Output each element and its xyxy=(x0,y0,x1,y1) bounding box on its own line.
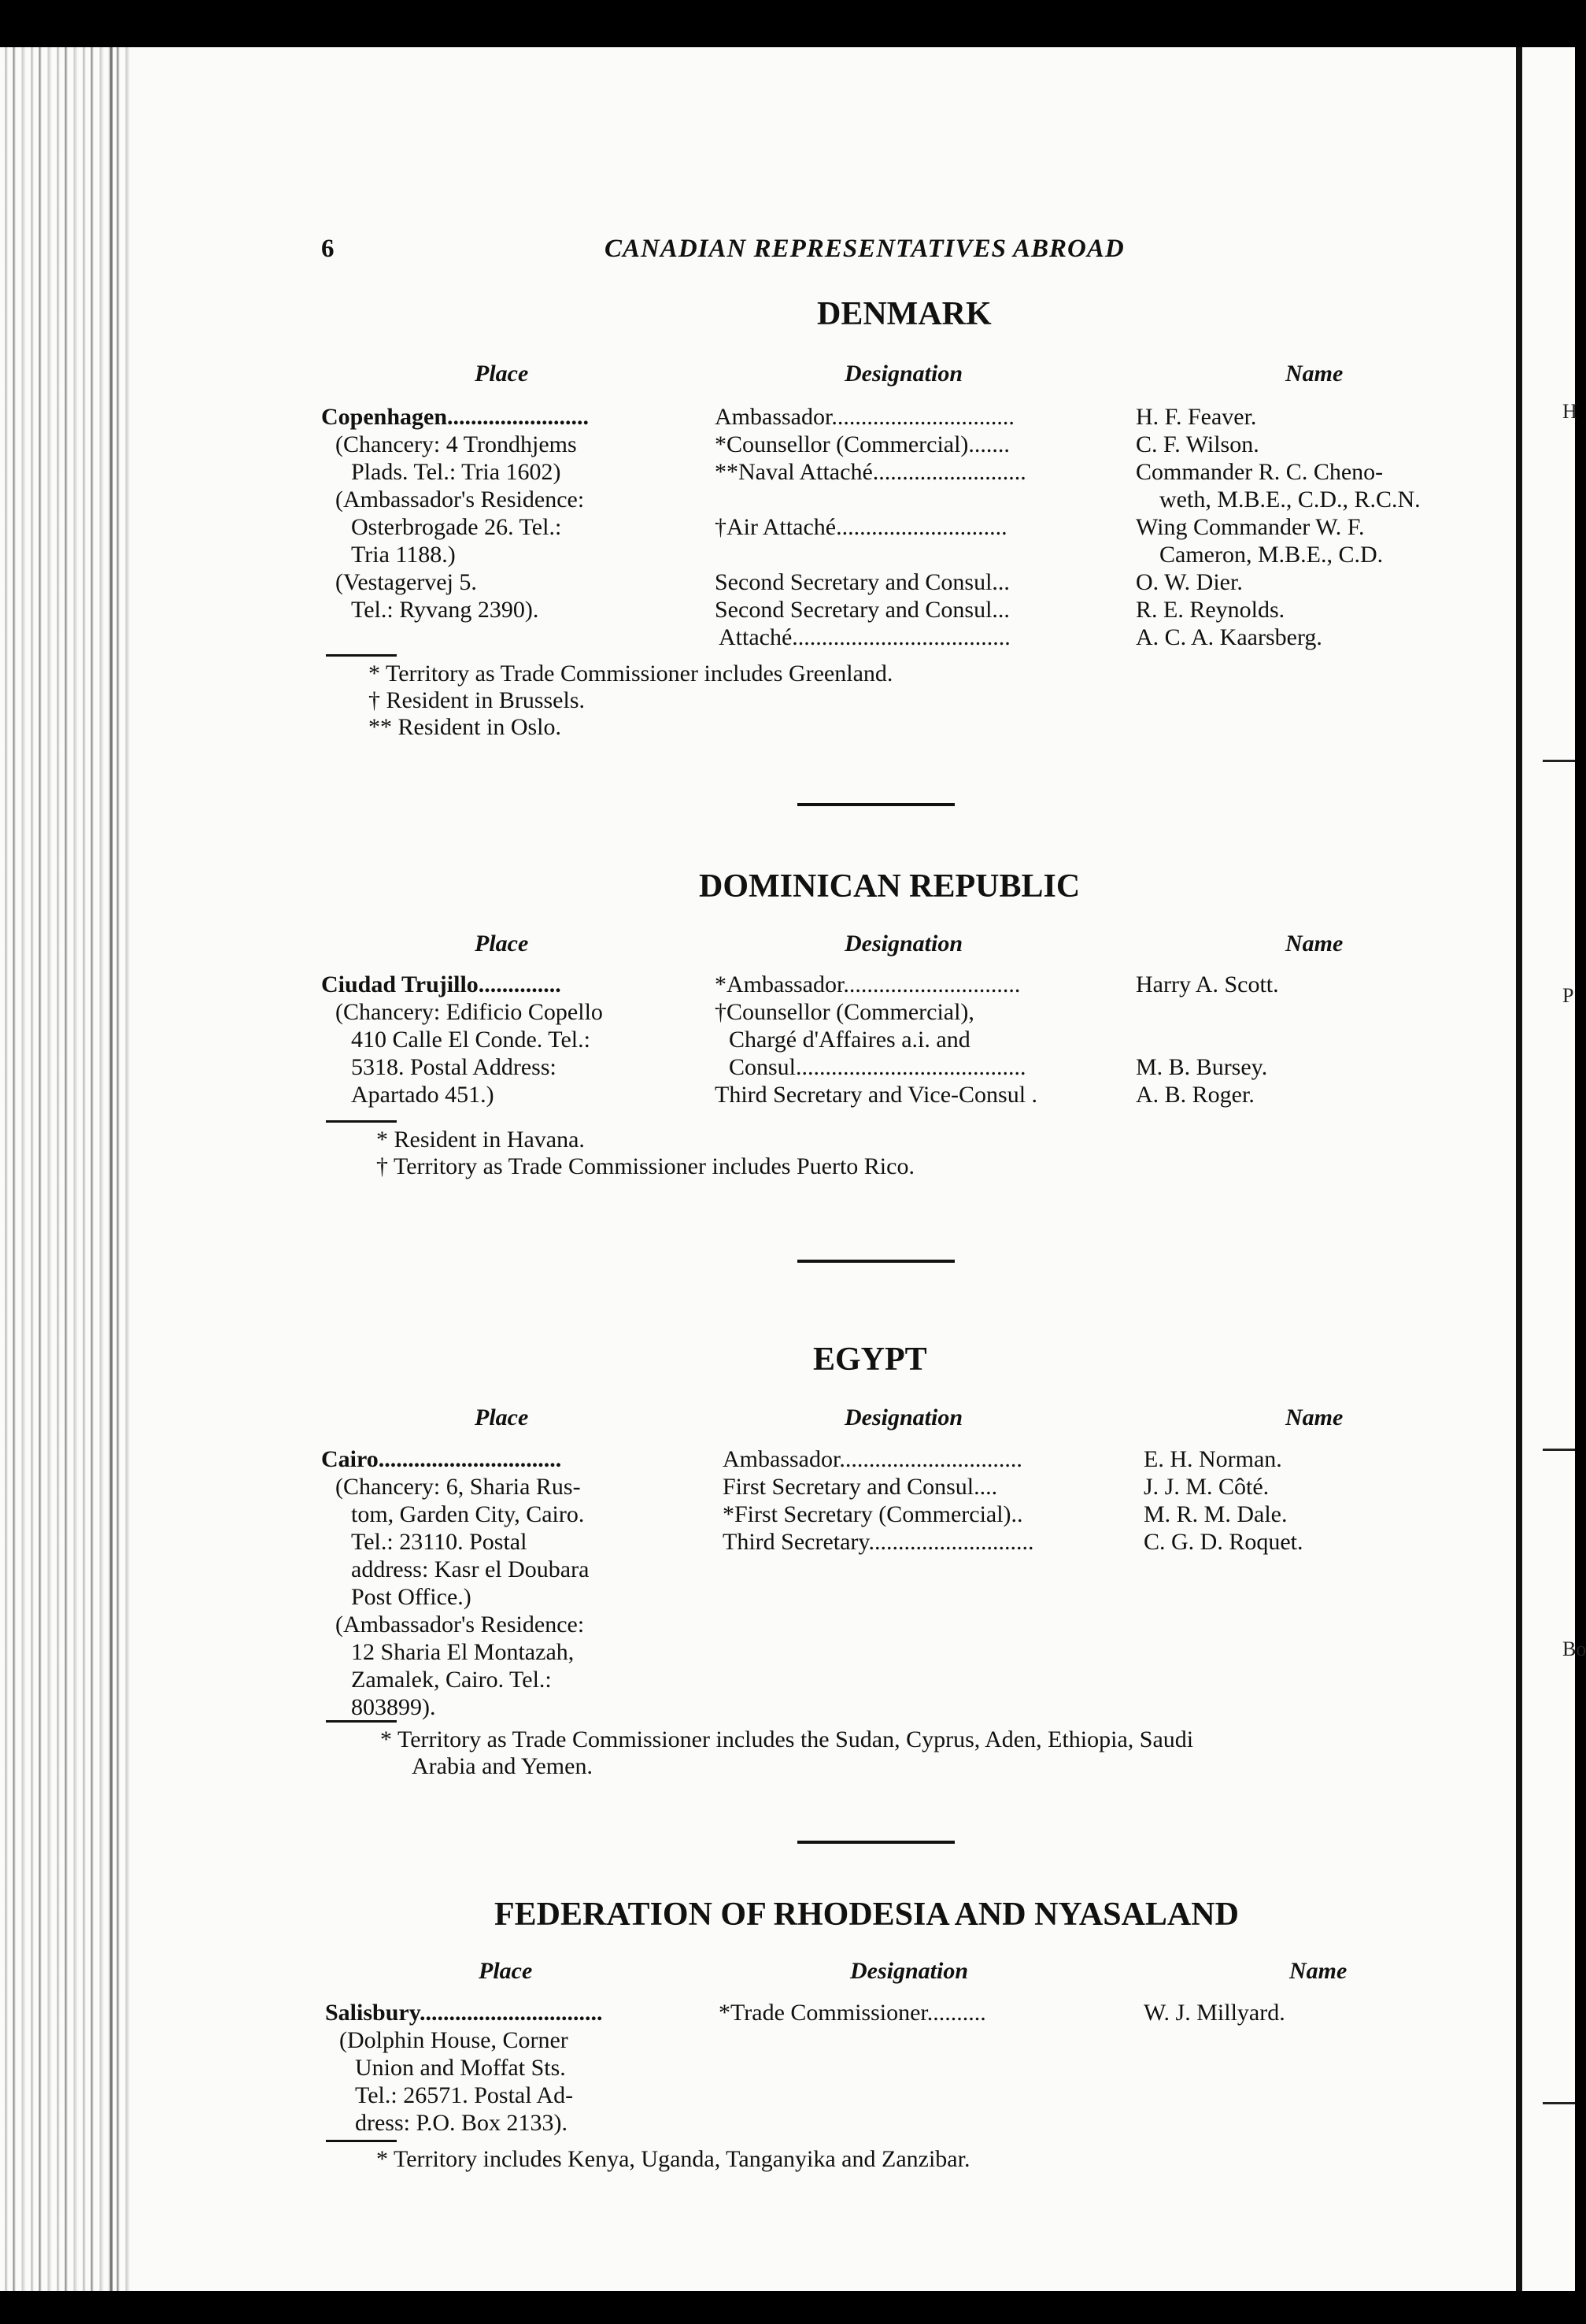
place-address-line: 803899). xyxy=(351,1694,436,1720)
footnote: Arabia and Yemen. xyxy=(412,1753,593,1779)
place-block xyxy=(321,971,691,1108)
facing-page-margin xyxy=(1522,47,1575,2291)
column-header-name: Name xyxy=(1289,1958,1348,1984)
designation-cell: †Air Attaché............................. xyxy=(715,514,1007,540)
designation-cell: First Secretary and Consul.... xyxy=(723,1474,998,1500)
place-address-line: (Vestagervej 5. xyxy=(335,569,477,595)
section-divider xyxy=(797,1841,955,1844)
place-address-line: tom, Garden City, Cairo. xyxy=(351,1501,585,1527)
section-divider xyxy=(797,803,955,806)
designation-cell xyxy=(715,541,1108,568)
place-address-line: 5318. Postal Address: xyxy=(351,1054,556,1080)
name-cell: A. B. Roger. xyxy=(1136,1082,1255,1108)
footnote-rule xyxy=(326,1720,397,1723)
page-number: 6 xyxy=(321,235,335,263)
margin-tick xyxy=(1543,2102,1575,2104)
footnote: * Territory includes Kenya, Uganda, Tanganyika and Zanzibar. xyxy=(376,2146,970,2172)
page-content xyxy=(321,0,1502,2244)
column-header-place: Place xyxy=(475,361,529,387)
country-title: FEDERATION OF RHODESIA AND NYASALAND xyxy=(494,1897,1239,1933)
place-block xyxy=(321,1445,699,1721)
designation-cell: Third Secretary............................ xyxy=(723,1529,1034,1555)
margin-letter-2: P xyxy=(1562,984,1574,1007)
place-block xyxy=(321,403,691,624)
column-header-name: Name xyxy=(1285,931,1344,957)
designation-cell: Chargé d'Affaires a.i. and xyxy=(729,1027,970,1053)
place-city: Ciudad Trujillo.............. xyxy=(321,971,561,997)
name-cell: Wing Commander W. F. xyxy=(1136,514,1365,540)
name-cell: Cameron, M.B.E., C.D. xyxy=(1159,542,1384,568)
column-header-designation: Designation xyxy=(845,361,963,387)
footnotes xyxy=(376,2146,970,2173)
name-block xyxy=(1136,971,1506,1108)
place-address-line: Tel.: 26571. Postal Ad- xyxy=(355,2082,574,2108)
margin-tick xyxy=(1543,1449,1575,1451)
name-cell: J. J. M. Côté. xyxy=(1144,1474,1270,1500)
footnote: * Territory as Trade Commissioner includes Greenland. xyxy=(368,661,893,686)
name-cell xyxy=(1136,998,1506,1026)
place-address-line: (Chancery: 6, Sharia Rus- xyxy=(335,1474,581,1500)
place-address-line: Plads. Tel.: Tria 1602) xyxy=(351,459,561,485)
column-header-place: Place xyxy=(475,1404,529,1430)
name-cell: W. J. Millyard. xyxy=(1144,2000,1285,2026)
place-city: Cairo............................... xyxy=(321,1446,562,1472)
name-cell: O. W. Dier. xyxy=(1136,569,1243,595)
place-address-line: (Chancery: Edificio Copello xyxy=(335,999,603,1025)
name-block xyxy=(1144,1445,1514,1556)
place-city: Copenhagen........................ xyxy=(321,404,590,430)
place-address-line: Osterbrogade 26. Tel.: xyxy=(351,514,562,540)
country-title: DENMARK xyxy=(817,296,992,332)
designation-block xyxy=(719,1999,1120,2026)
place-block xyxy=(325,1999,695,2137)
name-cell: Harry A. Scott. xyxy=(1136,971,1279,997)
name-cell: H. F. Feaver. xyxy=(1136,404,1257,430)
name-cell: M. R. M. Dale. xyxy=(1144,1501,1288,1527)
column-header-designation: Designation xyxy=(845,1404,963,1430)
place-address-line: Tria 1188.) xyxy=(351,542,456,568)
name-cell xyxy=(1136,1026,1506,1053)
designation-block xyxy=(715,971,1108,1108)
footnotes xyxy=(376,1127,915,1180)
designation-cell: Second Secretary and Consul... xyxy=(715,569,1010,595)
footnote-rule xyxy=(326,654,397,657)
name-block xyxy=(1136,403,1506,651)
designation-block xyxy=(723,1445,1116,1556)
column-header-place: Place xyxy=(475,931,529,957)
running-title: CANADIAN REPRESENTATIVES ABROAD xyxy=(604,235,1125,263)
designation-cell: Ambassador............................... xyxy=(723,1446,1022,1472)
footnotes xyxy=(380,1726,1193,1780)
name-cell: C. G. D. Roquet. xyxy=(1144,1529,1303,1555)
place-address-line: 410 Calle El Conde. Tel.: xyxy=(351,1027,590,1053)
place-address-line: Zamalek, Cairo. Tel.: xyxy=(351,1667,552,1693)
place-address-line: (Ambassador's Residence: xyxy=(335,487,585,513)
designation-cell: Ambassador............................... xyxy=(715,404,1015,430)
name-cell: E. H. Norman. xyxy=(1144,1446,1282,1472)
footnote: * Resident in Havana. xyxy=(376,1127,585,1153)
name-cell: C. F. Wilson. xyxy=(1136,431,1259,457)
place-address-line: Apartado 451.) xyxy=(351,1082,494,1108)
margin-letter-1: H xyxy=(1562,400,1577,423)
place-address-line: dress: P.O. Box 2133). xyxy=(355,2110,568,2136)
designation-cell: **Naval Attaché.......................... xyxy=(715,459,1026,485)
place-address-line: Union and Moffat Sts. xyxy=(355,2055,566,2081)
footnote: † Territory as Trade Commissioner includes Puerto Rico. xyxy=(376,1153,915,1179)
place-address-line: address: Kasr el Doubara xyxy=(351,1556,590,1582)
designation-cell: *Counsellor (Commercial)....... xyxy=(715,431,1010,457)
name-cell: A. C. A. Kaarsberg. xyxy=(1136,624,1322,650)
designation-cell: Second Secretary and Consul... xyxy=(715,597,1010,623)
designation-cell: †Counsellor (Commercial), xyxy=(715,999,974,1025)
place-address-line: 12 Sharia El Montazah, xyxy=(351,1639,575,1665)
place-address-line: Tel.: Ryvang 2390). xyxy=(351,597,539,623)
footnote: * Territory as Trade Commissioner includes the Sudan, Cyprus, Aden, Ethiopia, Saudi xyxy=(380,1726,1194,1752)
footnotes xyxy=(368,661,893,741)
gutter-rule xyxy=(110,47,113,2291)
section-divider xyxy=(797,1260,955,1263)
column-header-name: Name xyxy=(1285,361,1344,387)
right-edge-rule xyxy=(1516,47,1522,2291)
name-cell: R. E. Reynolds. xyxy=(1136,597,1285,623)
country-title: EGYPT xyxy=(813,1341,927,1378)
designation-cell: *Trade Commissioner.......... xyxy=(719,2000,986,2026)
footnote-rule xyxy=(326,2140,397,2142)
name-block xyxy=(1144,1999,1514,2026)
column-header-designation: Designation xyxy=(850,1958,969,1984)
place-address-line: (Ambassador's Residence: xyxy=(335,1612,585,1638)
footnote: † Resident in Brussels. xyxy=(368,687,585,713)
place-city: Salisbury............................... xyxy=(325,2000,603,2026)
designation-cell: Attaché..................................... xyxy=(719,624,1011,650)
footnote: ** Resident in Oslo. xyxy=(368,714,561,740)
place-address-line: Tel.: 23110. Postal xyxy=(351,1529,527,1555)
footnote-rule xyxy=(326,1120,397,1123)
designation-cell: *Ambassador.............................. xyxy=(715,971,1021,997)
designation-cell xyxy=(715,486,1108,513)
name-cell: M. B. Bursey. xyxy=(1136,1054,1268,1080)
name-cell: weth, M.B.E., C.D., R.C.N. xyxy=(1159,487,1421,513)
designation-cell: Consul....................................... xyxy=(729,1054,1026,1080)
designation-block xyxy=(715,403,1108,651)
name-cell: Commander R. C. Cheno- xyxy=(1136,459,1384,485)
place-address-line: (Chancery: 4 Trondhjems xyxy=(335,431,577,457)
column-header-place: Place xyxy=(479,1958,533,1984)
column-header-name: Name xyxy=(1285,1404,1344,1430)
country-title: DOMINICAN REPUBLIC xyxy=(699,868,1081,905)
margin-tick xyxy=(1543,760,1575,762)
place-address-line: (Dolphin House, Corner xyxy=(339,2027,568,2053)
margin-letter-3: Bo xyxy=(1562,1638,1586,1660)
column-header-designation: Designation xyxy=(845,931,963,957)
designation-cell: *First Secretary (Commercial).. xyxy=(723,1501,1023,1527)
designation-cell: Third Secretary and Vice-Consul . xyxy=(715,1082,1038,1108)
place-address-line: Post Office.) xyxy=(351,1584,471,1610)
